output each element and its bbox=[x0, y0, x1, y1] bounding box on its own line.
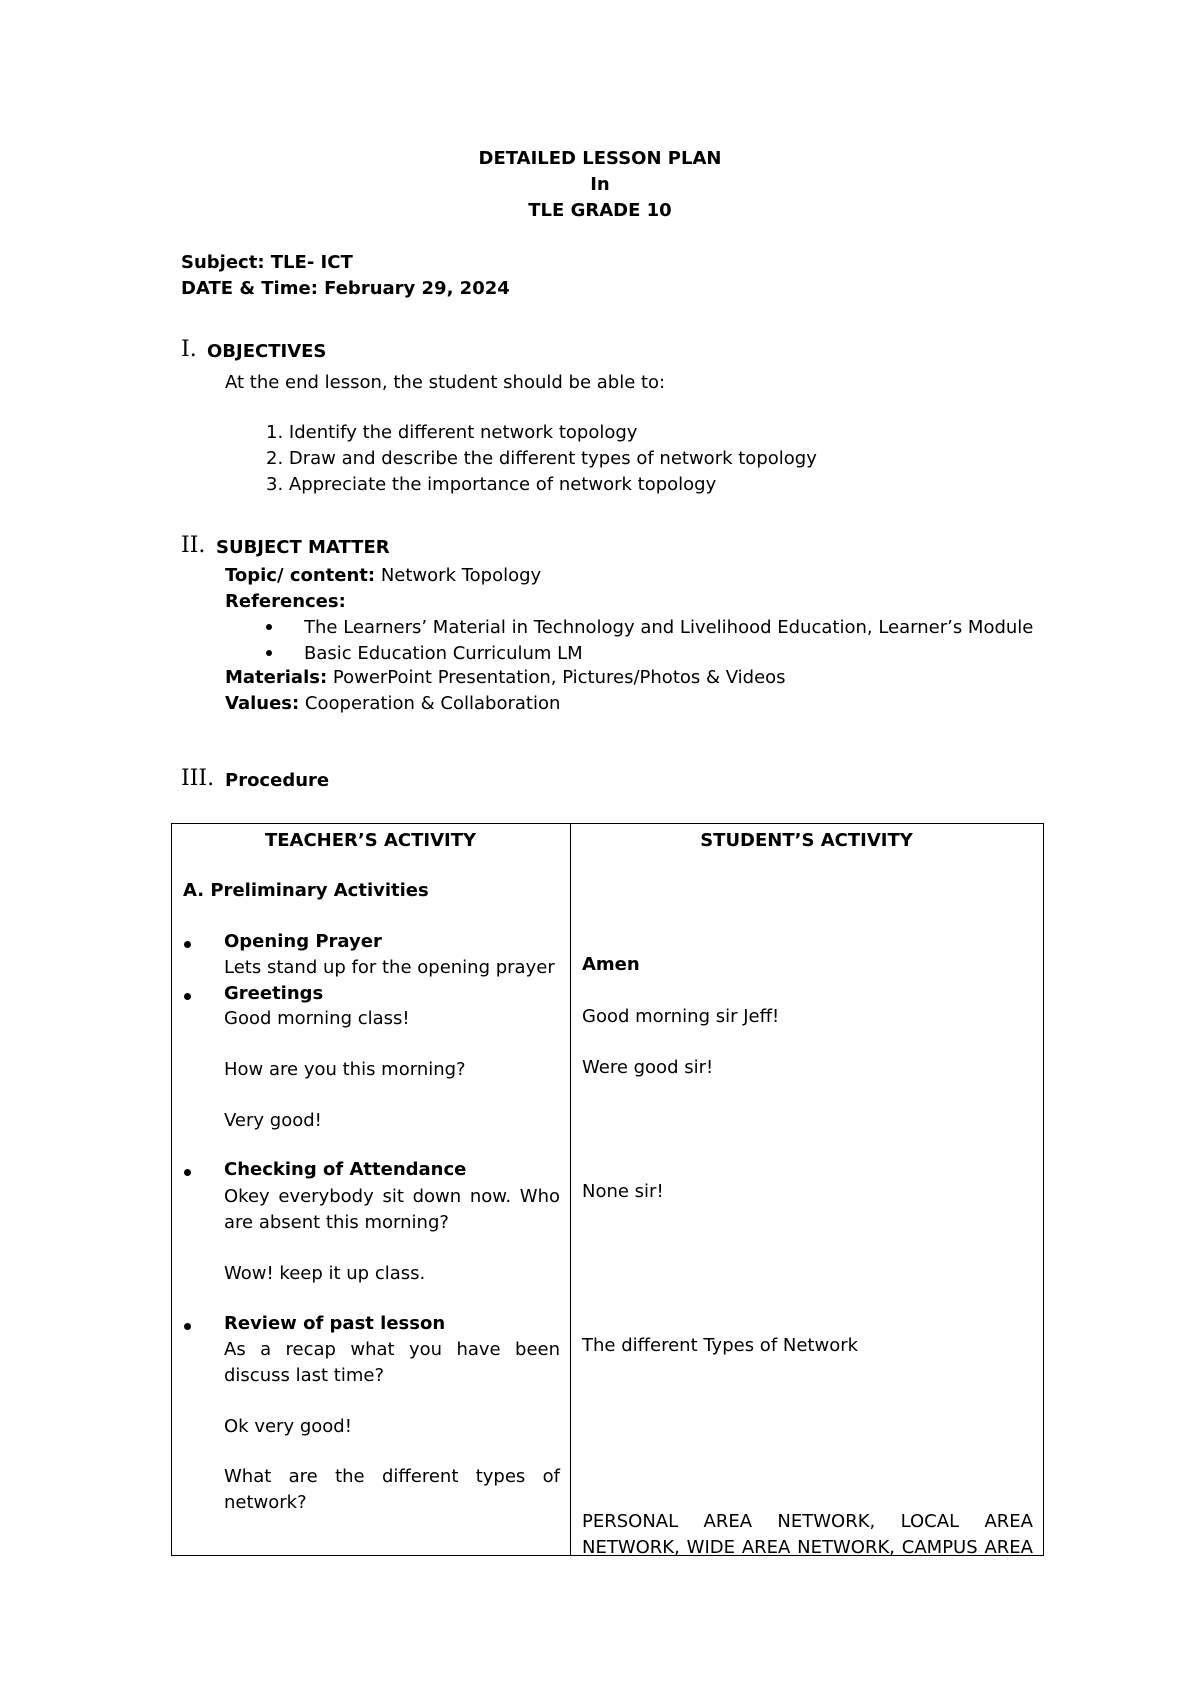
objective-item-2: 2. Draw and describe the different types of network topology bbox=[266, 448, 817, 469]
reference-item-1: The Learners’ Material in Technology and Livelihood Education, Learner’s Module bbox=[304, 617, 1034, 638]
student-response-amen: Amen bbox=[582, 954, 640, 975]
student-response-attendance: None sir! bbox=[582, 1181, 664, 1202]
materials-line bbox=[225, 667, 786, 688]
opening-prayer-text: Lets stand up for the opening prayer bbox=[224, 957, 555, 978]
student-response-recap: The different Types of Network bbox=[582, 1335, 859, 1356]
materials-value: PowerPoint Presentation, Pictures/Photos & Videos bbox=[327, 667, 786, 688]
doc-title-line2: In bbox=[590, 174, 610, 195]
teacher-activity-header: TEACHER’S ACTIVITY bbox=[264, 830, 477, 851]
greetings-text-3: Very good! bbox=[224, 1110, 322, 1131]
objective-item-3: 3. Appreciate the importance of network topology bbox=[266, 474, 717, 495]
table-top-border bbox=[171, 823, 1044, 824]
procedure-numeral: III. bbox=[181, 766, 215, 791]
review-text-3b: network? bbox=[224, 1492, 307, 1513]
table-column-divider bbox=[570, 823, 571, 1556]
subject-matter-numeral: II. bbox=[181, 533, 206, 558]
materials-label: Materials: bbox=[225, 667, 328, 688]
student-activity-header: STUDENT’S ACTIVITY bbox=[700, 830, 913, 851]
attendance-text-1b: are absent this morning? bbox=[224, 1212, 449, 1233]
values-line bbox=[225, 693, 560, 714]
doc-title-line3: TLE GRADE 10 bbox=[528, 200, 672, 221]
table-left-border bbox=[171, 823, 172, 1556]
preliminary-activities-heading: A. Preliminary Activities bbox=[183, 880, 429, 901]
attendance-heading: Checking of Attendance bbox=[224, 1159, 467, 1180]
objective-item-1: 1. Identify the different network topology bbox=[266, 422, 638, 443]
bullet-dot-icon bbox=[184, 941, 191, 948]
procedure-heading: Procedure bbox=[225, 770, 330, 791]
student-response-fine: Were good sir! bbox=[582, 1057, 714, 1078]
greetings-text-2: How are you this morning? bbox=[224, 1059, 466, 1080]
bullet-dot-icon bbox=[184, 1169, 191, 1176]
topic-label: Topic/ content: bbox=[225, 565, 376, 586]
greetings-text-1: Good morning class! bbox=[224, 1008, 410, 1029]
student-response-types-a: PERSONAL AREA NETWORK, LOCAL AREA bbox=[582, 1511, 1033, 1532]
table-right-border bbox=[1043, 823, 1044, 1556]
references-label: References: bbox=[225, 591, 346, 612]
topic-line bbox=[225, 565, 541, 586]
student-response-greeting: Good morning sir Jeff! bbox=[582, 1006, 780, 1027]
subject-line: Subject: TLE- ICT bbox=[181, 252, 353, 273]
student-response-types-b: NETWORK, WIDE AREA NETWORK, CAMPUS AREA bbox=[582, 1537, 1033, 1558]
objectives-heading: OBJECTIVES bbox=[207, 341, 327, 362]
bullet-dot-icon bbox=[184, 993, 191, 1000]
review-heading: Review of past lesson bbox=[224, 1313, 446, 1334]
reference-item-2: Basic Education Curriculum LM bbox=[304, 643, 583, 664]
review-text-1a: As a recap what you have been bbox=[224, 1339, 560, 1360]
objectives-intro: At the end lesson, the student should be able to: bbox=[225, 372, 666, 393]
review-text-3a: What are the different types of bbox=[224, 1466, 560, 1487]
doc-title-line1: DETAILED LESSON PLAN bbox=[478, 148, 722, 169]
subject-matter-heading: SUBJECT MATTER bbox=[216, 537, 390, 558]
review-text-1b: discuss last time? bbox=[224, 1365, 384, 1386]
values-value: Cooperation & Collaboration bbox=[299, 693, 561, 714]
attendance-text-1a: Okey everybody sit down now. Who bbox=[224, 1186, 560, 1207]
greetings-heading: Greetings bbox=[224, 983, 324, 1004]
values-label: Values: bbox=[225, 693, 300, 714]
opening-prayer-heading: Opening Prayer bbox=[224, 931, 382, 952]
date-time-line: DATE & Time: February 29, 2024 bbox=[181, 278, 510, 299]
bullet-dot-icon bbox=[266, 624, 272, 630]
objectives-numeral: I. bbox=[181, 337, 197, 362]
topic-value: Network Topology bbox=[375, 565, 542, 586]
bullet-dot-icon bbox=[266, 650, 272, 656]
bullet-dot-icon bbox=[184, 1323, 191, 1330]
review-text-2: Ok very good! bbox=[224, 1416, 352, 1437]
attendance-text-2: Wow! keep it up class. bbox=[224, 1263, 426, 1284]
